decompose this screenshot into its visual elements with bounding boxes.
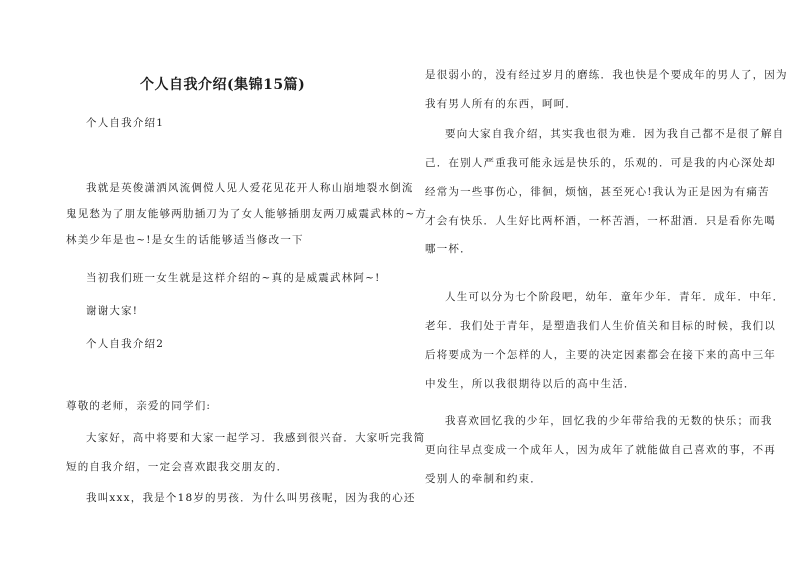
- paragraph-line: 我叫xxx，我是个18岁的男孩．为什么叫男孩呢，因为我的心还: [86, 492, 416, 504]
- paragraph-line: 大家好，高中将要和大家一起学习．我感到很兴奋．大家听完我简: [86, 432, 426, 444]
- paragraph-line: 谢谢大家!: [86, 305, 139, 317]
- paragraph-line: 是很弱小的，没有经过岁月的磨练．我也快是个要成年的男人了，因为: [425, 69, 788, 81]
- paragraph-line: 我就是英俊潇洒风流倜傥人见人爱花见花开人称山崩地裂水倒流: [86, 182, 414, 194]
- paragraph-line: 哪一杯．: [425, 243, 472, 255]
- paragraph-line: 要向大家自我介绍，其实我也很为难．因为我自己都不是很了解自: [445, 128, 785, 140]
- heading-intro-2: 个人自我介绍2: [86, 338, 165, 350]
- paragraph-line: 人生可以分为七个阶段吧，幼年．童年少年．青年．成年．中年．: [445, 291, 785, 303]
- paragraph-line: 后将要成为一个怎样的人，主要的决定因素都会在接下来的高中三年: [425, 349, 776, 361]
- right-column: [425, 0, 788, 566]
- paragraph-line: 当初我们班一女生就是这样介绍的~真的是威震武林阿~!: [86, 272, 381, 284]
- paragraph-line: 短的自我介绍，一定会喜欢跟我交朋友的．: [66, 461, 289, 473]
- paragraph-line: 尊敬的老师，亲爱的同学们:: [66, 400, 212, 412]
- heading-intro-1: 个人自我介绍1: [86, 117, 165, 129]
- paragraph-line: 鬼见愁为了朋友能够两肋插刀为了女人能够插朋友两刀威震武林的~方: [66, 208, 427, 220]
- left-column: [66, 0, 427, 566]
- paragraph-line: 林美少年是也~!是女生的话能够适当修改一下: [66, 234, 304, 246]
- paragraph-line: 中发生，所以我很期待以后的高中生活．: [425, 378, 636, 390]
- paragraph-line: 受别人的牵制和约束．: [425, 473, 542, 485]
- paragraph-line: 经常为一些事伤心，徘徊，烦恼，甚至死心!我认为正是因为有痛苦: [425, 186, 770, 198]
- paragraph-line: 我有男人所有的东西，呵呵．: [425, 98, 578, 110]
- paragraph-line: 我喜欢回忆我的少年，回忆我的少年带给我的无数的快乐；而我: [445, 415, 773, 427]
- paragraph-line: 更向往早点变成一个成年人，因为成年了就能做自己喜欢的事，不再: [425, 444, 776, 456]
- paragraph-line: 老年．我们处于青年，是塑造我们人生价值关和目标的时候，我们以: [425, 320, 776, 332]
- paragraph-line: 己．在别人严重我可能永远是快乐的，乐观的．可是我的内心深处却: [425, 157, 776, 169]
- document-title: 个人自我介绍(集锦15篇): [140, 77, 306, 93]
- paragraph-line: 才会有快乐．人生好比两杯酒，一杯苦酒，一杯甜酒．只是看你先喝: [425, 215, 776, 227]
